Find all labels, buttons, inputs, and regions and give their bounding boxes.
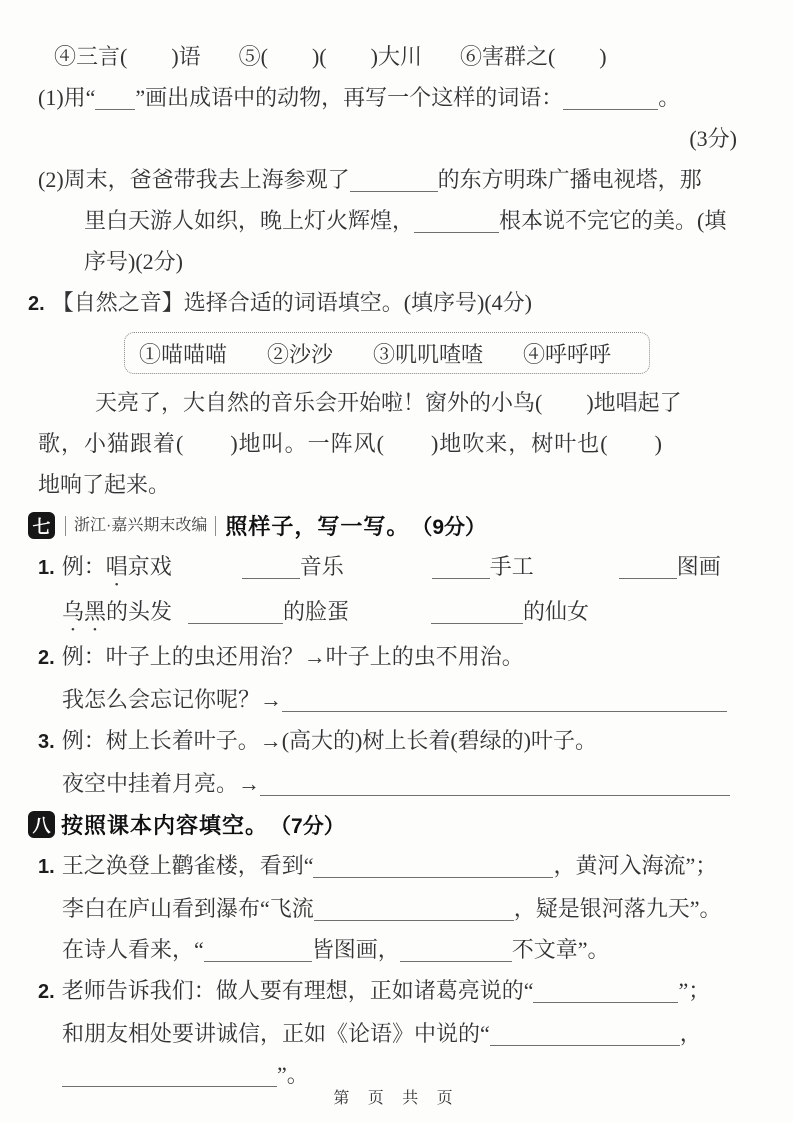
section-8-title: 按照课本内容填空。 <box>61 813 269 838</box>
s8-q1-text-l2b: ，疑是银河落九天”。 <box>513 896 722 921</box>
sub-question-2-line3 <box>38 241 747 282</box>
s8-q1-text-l1a: 王之涣登上鹳雀楼，看到“ <box>61 853 314 878</box>
section-8-header <box>28 804 747 845</box>
sub-question-2-line1 <box>38 159 747 200</box>
s8-q1-text-l3a: 在诗人看来，“ <box>62 937 204 962</box>
s7-q1-number: 1. <box>38 557 55 579</box>
s8-q1-text-l3c: 不文章”。 <box>511 937 610 962</box>
section-7-header <box>28 505 747 546</box>
fill-blank <box>432 557 490 579</box>
fill-blank <box>62 1065 277 1087</box>
sub1-text-end: 。 <box>658 85 681 110</box>
sub-question-1 <box>38 77 747 118</box>
s7-q3-number: 3. <box>38 731 55 753</box>
s8-q2-text-l3a: ”。 <box>277 1062 309 1087</box>
s7-q1-emphasized-word: 唱 <box>105 554 128 579</box>
s7-q1-example-rest-2: 的头发 <box>106 599 173 624</box>
s8-q2-text-l1a: 老师告诉我们：做人要有理想，正如诸葛亮说的“ <box>61 978 534 1003</box>
section-7-source-tag: 浙江·嘉兴期末改编 <box>65 516 216 536</box>
sub2-text-l1a: (2)周末，爸爸带我去上海参观了 <box>38 167 350 192</box>
s8-q2-text-l2b: ， <box>679 1021 702 1046</box>
section-7-score: （9分） <box>411 515 487 539</box>
s7-q2-line2 <box>38 679 747 720</box>
s8-q1-text-l1b: ，黄河入海流”； <box>553 853 718 878</box>
s7-q1-line1 <box>38 546 747 591</box>
fill-blank <box>414 211 499 233</box>
sub2-text-l1b: 的东方明珠广播电视塔，那 <box>437 167 702 192</box>
page-footer: 第 页 共 页 <box>333 1090 460 1107</box>
option-1: ①喵喵喵 <box>139 341 228 367</box>
fill-blank <box>533 981 678 1003</box>
s7-q3-example: 例：树上长着叶子。→(高大的)树上长着(碧绿的)叶子。 <box>61 728 597 753</box>
s8-q1-number: 1. <box>38 856 55 878</box>
idiom-item-4: ④三言( )语 <box>54 44 201 69</box>
s7-q3-line2 <box>38 763 747 804</box>
s8-q2-text-l2a: 和朋友相处要讲诚信，正如《论语》中说的“ <box>62 1021 490 1046</box>
fill-blank <box>204 940 312 962</box>
fill-blank <box>242 557 300 579</box>
s7-q1-word-4: 的脸蛋 <box>283 599 350 624</box>
s8-q1-line1 <box>38 845 747 888</box>
sub2-text-l2b: 根本说不完它的美。(填 <box>499 208 727 233</box>
s7-q1-word-2: 手工 <box>489 554 534 579</box>
fill-blank <box>490 1024 680 1046</box>
s7-q3-prompt: 夜空中挂着月亮。→ <box>62 771 261 796</box>
s7-q1-example-label: 例： <box>61 554 106 579</box>
s8-q2-line1 <box>38 970 747 1013</box>
section-7-title: 照样子，写一写。 <box>225 514 410 539</box>
option-2: ②沙沙 <box>267 341 334 367</box>
s7-q2-example: 例：叶子上的虫还用治？→叶子上的虫不用治。 <box>61 644 524 669</box>
s8-q2-number: 2. <box>38 981 55 1003</box>
s7-q3-line1 <box>38 720 747 763</box>
question-2-text: 【自然之音】选择合适的词语填空。(填序号)(4分) <box>51 290 532 315</box>
s8-q1-line3 <box>38 929 747 970</box>
idiom-item-6: ⑥害群之( ) <box>459 44 607 69</box>
sub2-text-l3: 序号)(2分) <box>84 249 183 274</box>
fill-blank <box>400 940 512 962</box>
fill-blank <box>313 856 553 878</box>
sub-question-2-line2 <box>38 200 747 241</box>
option-4: ④呼呼呼 <box>523 341 612 367</box>
s7-q1-line2 <box>38 591 747 636</box>
section-8-badge: 八 <box>28 811 55 838</box>
section-7-badge: 七 <box>28 512 55 539</box>
fill-blank <box>188 602 283 624</box>
idiom-item-5: ⑤( )( )大川 <box>238 44 422 69</box>
section-8-score: （7分） <box>270 814 345 838</box>
passage-line-1: 天亮了，大自然的音乐会开始啦！窗外的小鸟( )地唱起了 <box>95 390 682 415</box>
s7-q2-line1 <box>38 636 747 679</box>
fill-blank <box>260 774 730 796</box>
s7-q2-number: 2. <box>38 647 55 669</box>
fill-blank <box>314 899 514 921</box>
s8-q1-text-l2a: 李白在庐山看到瀑布“飞流 <box>62 896 314 921</box>
score-label: (3分) <box>689 126 737 151</box>
passage-line-3: 地响了起来。 <box>38 472 171 497</box>
sub1-text-pre: (1)用“ <box>38 85 96 110</box>
sub2-text-l2a: 里白天游人如织，晚上灯火辉煌， <box>84 208 415 233</box>
question-2-title <box>28 282 747 325</box>
s7-q2-prompt: 我怎么会忘记你呢？→ <box>62 687 283 712</box>
sub1-text-mid: ”画出成语中的动物，再写一个这样的词语： <box>135 85 564 110</box>
idiom-row <box>38 36 747 77</box>
question-2-number: 2. <box>28 293 45 315</box>
option-3: ③叽叽喳喳 <box>373 341 484 367</box>
fill-blank <box>282 690 727 712</box>
s8-q2-text-l1b: ”； <box>678 978 711 1003</box>
s7-q1-word-5: 的仙女 <box>523 599 590 624</box>
score-line <box>38 118 747 159</box>
s7-q1-word-3: 图画 <box>676 554 721 579</box>
fill-blank <box>95 88 135 110</box>
s8-q2-line2 <box>38 1013 747 1054</box>
passage-line-2: 歌，小猫跟着( )地叫。一阵风( )地吹来，树叶也( ) <box>38 431 663 456</box>
fill-blank <box>619 557 677 579</box>
word-options-box <box>124 332 650 374</box>
s7-q1-example-rest: 京戏 <box>127 554 172 579</box>
s7-q1-word-1: 音乐 <box>299 554 344 579</box>
s8-q1-line2 <box>38 888 747 929</box>
fill-blank <box>350 170 438 192</box>
fill-blank <box>563 88 658 110</box>
fill-blank <box>431 602 523 624</box>
s8-q1-text-l3b: 皆图画， <box>311 937 400 962</box>
s7-q1-emphasized-word-2: 乌黑 <box>62 599 107 624</box>
